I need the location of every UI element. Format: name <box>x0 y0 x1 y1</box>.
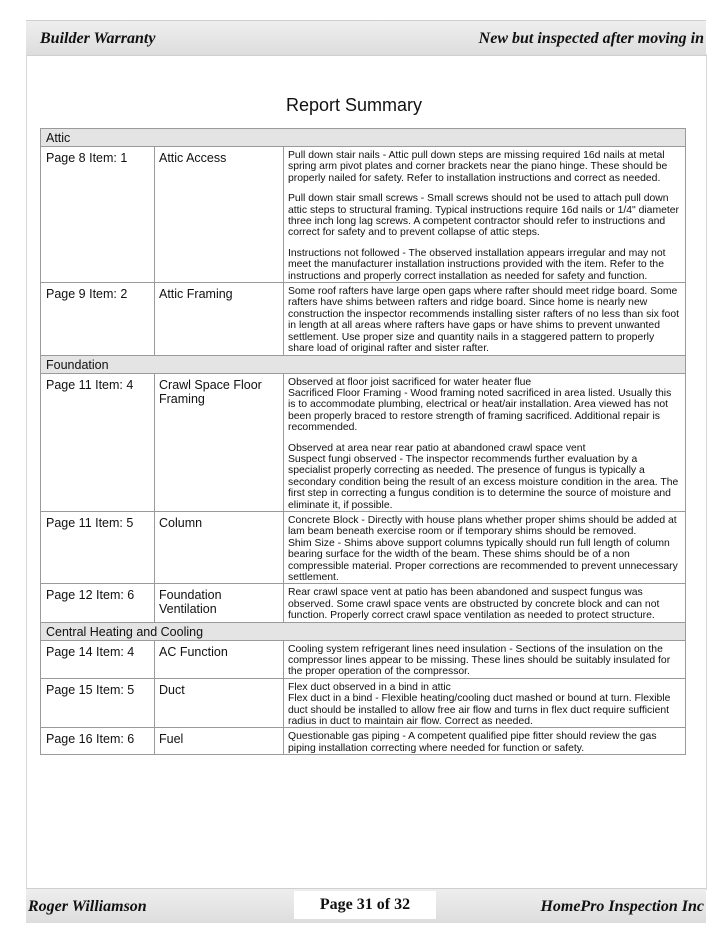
header-right: New but inspected after moving in <box>478 30 704 47</box>
table-row <box>41 147 686 283</box>
page-item-ref: Page 15 Item: 5 <box>41 678 155 728</box>
section-heading: Attic <box>41 129 686 147</box>
section-heading: Central Heating and Cooling <box>41 622 686 640</box>
page-footer <box>26 888 706 923</box>
item-findings <box>284 511 686 583</box>
finding-paragraph: Instructions not followed - The observed installation appears irregular and may not meet the manufacturer installation instructions provided with the item. Refer to the instructions and properly correct installation as needed for safety and function. <box>288 247 666 282</box>
table-row <box>41 728 686 755</box>
item-findings <box>284 728 686 755</box>
finding-paragraph: Pull down stair small screws - Small screws should not be used to attach pull down attic steps to structural framing. Typical instructions require 16d nails or 1/4" diameter three inch long lag screws. A competent contractor should refer to instructions and correct for safety and to prevent collapse of attic steps. <box>288 193 680 239</box>
table-row <box>41 373 686 511</box>
item-name: Column <box>155 511 284 583</box>
page-title: Report Summary <box>286 95 423 115</box>
footer-company: HomePro Inspection Inc <box>540 898 704 915</box>
finding-paragraph: Pull down stair nails - Attic pull down steps are missing required 16d nails at metal spring arm pivot plates and corner brackets near the piano hinge. These should be properly nailed for safety. Refer to installation instructions and correct as needed. <box>288 150 668 184</box>
footer-inspector: Roger Williamson <box>28 898 147 915</box>
table-row <box>41 283 686 355</box>
finding-paragraph: Observed at area near rear patio at abandoned crawl space vent Suspect fungi observed - The inspector recommends further evaluation by a specialist properly correcting as needed. The presence of fungus is typically a secondary condition being the result of an excess moisture condition in the area. The first step in correcting a fungus condition is to determine the source of moisture and eliminate it, if possible. <box>288 442 679 511</box>
item-findings <box>284 678 686 728</box>
page-item-ref: Page 11 Item: 4 <box>41 373 155 511</box>
finding-paragraph: Flex duct observed in a bind in attic Flex duct in a bind - Flexible heating/cooling duct mashed or bound at turn. Flexible duct should be installed to allow free air flow and turns in flex duct require sufficient radius in duct to maintain air flow. Correct as needed. <box>288 681 671 728</box>
table-row <box>41 678 686 728</box>
table-row <box>41 584 686 622</box>
section-row <box>41 129 686 147</box>
page-item-ref: Page 11 Item: 5 <box>41 511 155 583</box>
finding-paragraph: Observed at floor joist sacrificed for water heater flue Sacrificed Floor Framing - Wood framing noted sacrificed in area listed. Usually this is to accommodate plumbing, electrical or heat/air installation. Area viewed has not been properly braced to restore strength of framing sacrificed. Additional repair is recommended. <box>288 376 672 434</box>
finding-paragraph: Cooling system refrigerant lines need insulation - Sections of the insulation on the compressor lines appear to be missing. These lines should be suitably insulated for the proper operation of the compressor. <box>288 643 671 678</box>
section-row <box>41 355 686 373</box>
report-summary-table <box>40 128 686 755</box>
item-name: Attic Access <box>155 147 284 283</box>
page-item-ref: Page 12 Item: 6 <box>41 584 155 622</box>
item-name: Foundation Ventilation <box>155 584 284 622</box>
header-left: Builder Warranty <box>40 30 156 47</box>
item-name: Duct <box>155 678 284 728</box>
finding-paragraph: Some roof rafters have large open gaps where rafter should meet ridge board. Some rafters have shims between rafters and ridge board. Since home is nearly new construction the inspector recommends installing sister rafters of no less than six foot in length at all areas where rafters have gaps or have shims to prevent unwanted settlement. Use proper size and quantity nails in a staggered pattern to properly share load of original rafter and sister rafter. <box>288 286 679 355</box>
item-name: Fuel <box>155 728 284 755</box>
item-findings <box>284 584 686 622</box>
page-header <box>26 20 706 56</box>
section-heading: Foundation <box>41 355 686 373</box>
item-findings <box>284 147 686 283</box>
table-row <box>41 640 686 678</box>
footer-page-number: Page 31 of 32 <box>294 891 436 919</box>
section-row <box>41 622 686 640</box>
page-item-ref: Page 16 Item: 6 <box>41 728 155 755</box>
item-name: Crawl Space Floor Framing <box>155 373 284 511</box>
page-item-ref: Page 14 Item: 4 <box>41 640 155 678</box>
finding-paragraph: Concrete Block - Directly with house plans whether proper shims should be added at lam beam beneath exercise room or if temporary shims should be removed. Shim Size - Shims above support columns typically should run full length of column bearing surface for the width of the beam. These shims should be of a non compressible material. Proper corrections are recommended to prevent unnecessary settlement. <box>288 514 678 583</box>
finding-paragraph: Rear crawl space vent at patio has been abandoned and suspect fungus was observed. Some crawl space vents are obstructed by concrete block and can not function. Properly correct crawl space ventilation as needed to protect structure. <box>288 587 660 622</box>
item-findings <box>284 373 686 511</box>
page-item-ref: Page 8 Item: 1 <box>41 147 155 283</box>
page-border-left <box>26 54 27 890</box>
item-name: AC Function <box>155 640 284 678</box>
page-border-right <box>706 54 707 890</box>
page-item-ref: Page 9 Item: 2 <box>41 283 155 355</box>
table-row <box>41 511 686 583</box>
item-findings <box>284 283 686 355</box>
item-findings <box>284 640 686 678</box>
item-name: Attic Framing <box>155 283 284 355</box>
finding-paragraph: Questionable gas piping - A competent qualified pipe fitter should review the gas piping installation correcting where needed for function or safety. <box>288 731 657 754</box>
